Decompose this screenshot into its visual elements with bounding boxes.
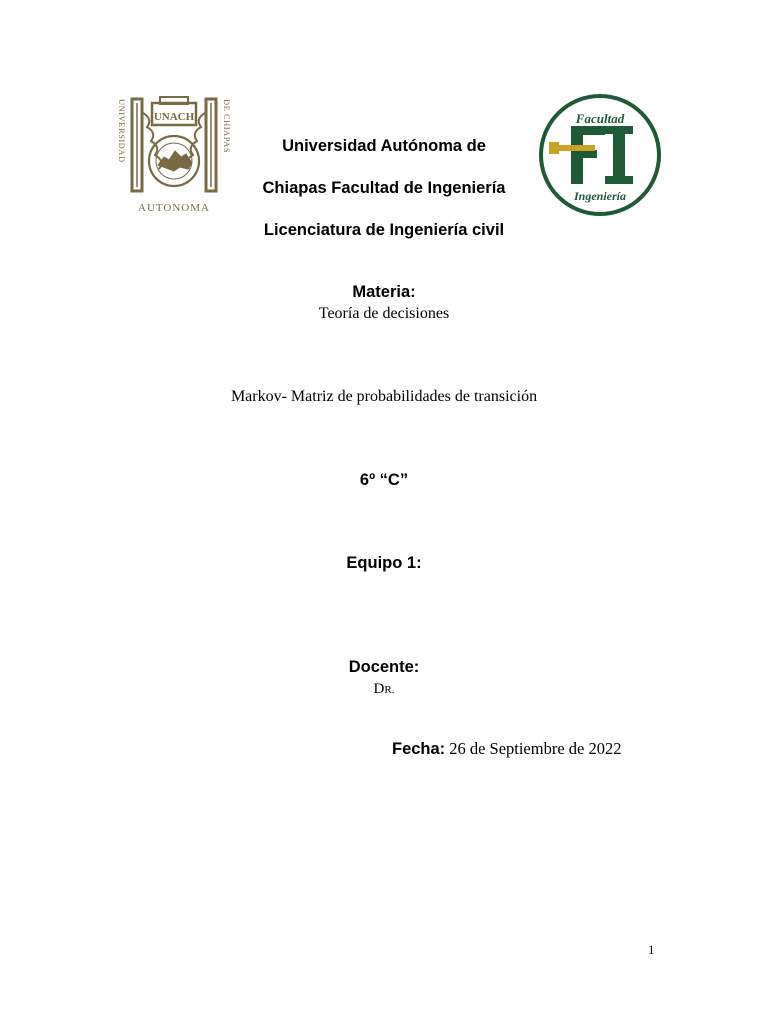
degree-line: Licenciatura de Ingeniería civil xyxy=(263,221,505,239)
date-label: Fecha: xyxy=(392,740,446,758)
svg-text:Facultad: Facultad xyxy=(575,111,625,126)
date-line xyxy=(392,739,621,759)
topic-title: Markov- Matriz de probabilidades de transición xyxy=(230,388,538,405)
team-label: Equipo 1: xyxy=(346,554,422,572)
svg-text:Ingeniería: Ingeniería xyxy=(573,189,627,203)
svg-text:DE CHIAPAS: DE CHIAPAS xyxy=(222,99,232,154)
page-number: 1 xyxy=(648,942,655,957)
subject-value: Teoría de decisiones xyxy=(318,305,450,322)
svg-text:AUTONOMA: AUTONOMA xyxy=(138,202,210,214)
teacher-prefix-initial: D xyxy=(373,681,385,697)
date-value: 26 de Septiembre de 2022 xyxy=(449,739,622,758)
faculty-line: Chiapas Facultad de Ingeniería xyxy=(262,179,506,197)
group-label: 6º “C” xyxy=(359,471,409,489)
teacher-label: Docente: xyxy=(348,658,420,676)
subject-label: Materia: xyxy=(352,283,416,301)
university-line: Universidad Autónoma de xyxy=(282,137,486,155)
teacher-prefix-rest: R. xyxy=(384,684,395,696)
svg-text:UNACH: UNACH xyxy=(153,111,195,123)
facultad-ingenieria-icon xyxy=(537,92,663,218)
svg-text:UNIVERSIDAD: UNIVERSIDAD xyxy=(117,99,127,163)
teacher-prefix xyxy=(0,681,768,698)
